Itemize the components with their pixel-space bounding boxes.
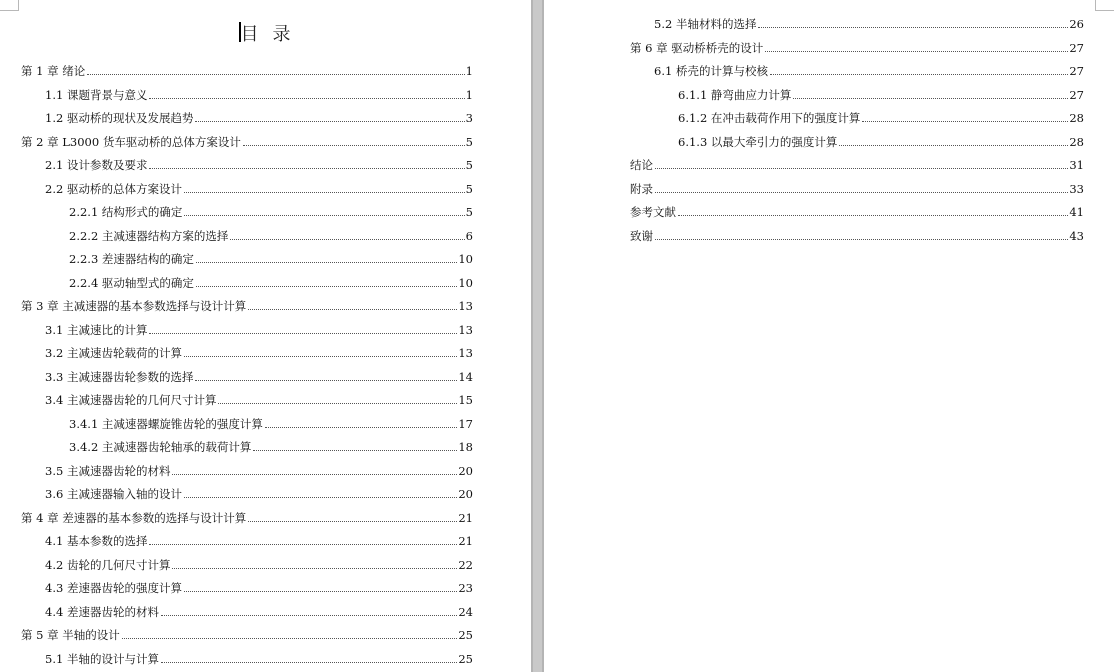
toc-entry-page-number: 41 xyxy=(1069,205,1084,219)
toc-entry-page-number: 10 xyxy=(458,252,473,266)
toc-entry-title: 2.2.2 主减速器结构方案的选择 xyxy=(69,228,229,243)
toc-entry[interactable] xyxy=(45,389,473,407)
toc-entry-title: 3.6 主减速器输入轴的设计 xyxy=(45,487,182,501)
toc-entry-page-number: 5 xyxy=(465,158,473,172)
toc-entry[interactable] xyxy=(654,60,1084,78)
toc-entry[interactable] xyxy=(21,295,473,313)
toc-entry[interactable] xyxy=(630,154,1084,172)
toc-entry[interactable] xyxy=(678,107,1084,125)
toc-entry-title: 2.2.3 差速器结构的确定 xyxy=(69,252,194,266)
toc-leader-dots xyxy=(172,568,457,569)
toc-entry-title: 致谢 xyxy=(630,228,653,243)
toc-entry-title: 2.2 驱动桥的总体方案设计 xyxy=(45,181,182,196)
toc-entry[interactable] xyxy=(45,483,473,501)
toc-entry-page-number: 14 xyxy=(458,369,473,384)
toc-entry[interactable] xyxy=(630,37,1084,55)
toc-entry-title: 4.1 基本参数的选择 xyxy=(45,534,148,548)
toc-entry-page-number: 5 xyxy=(465,181,473,196)
toc-leader-dots xyxy=(195,380,457,381)
toc-entry-title: 1.1 课题背景与意义 xyxy=(45,87,148,102)
toc-entry-page-number: 22 xyxy=(458,557,473,572)
toc-entry-title: 6.1.1 静弯曲应力计算 xyxy=(678,87,792,102)
toc-entry-title: 结论 xyxy=(630,158,653,172)
toc-entry-title: 第 3 章 主减速器的基本参数选择与设计计算 xyxy=(21,299,247,313)
toc-entry[interactable] xyxy=(678,84,1084,102)
page-corner-marker xyxy=(0,0,19,11)
toc-entry-title: 3.2 主减速齿轮载荷的计算 xyxy=(45,346,182,360)
toc-entry[interactable] xyxy=(45,648,473,666)
toc-leader-dots xyxy=(122,638,458,639)
toc-entry-page-number: 26 xyxy=(1069,17,1084,31)
toc-entry[interactable] xyxy=(45,154,473,172)
toc-entry-page-number: 27 xyxy=(1069,87,1084,102)
toc-entry-title: 3.4.1 主减速器螺旋锥齿轮的强度计算 xyxy=(69,416,263,431)
toc-entry-title: 3.4 主减速器齿轮的几何尺寸计算 xyxy=(45,393,217,407)
toc-entry-title: 2.2.1 结构形式的确定 xyxy=(69,205,183,219)
toc-entry-page-number: 21 xyxy=(458,510,473,525)
toc-entry-title: 参考文献 xyxy=(630,205,676,219)
toc-leader-dots xyxy=(765,51,1068,52)
toc-entry[interactable] xyxy=(45,107,473,125)
toc-entry-title: 2.1 设计参数及要求 xyxy=(45,158,148,172)
toc-leader-dots xyxy=(161,615,457,616)
toc-entry[interactable] xyxy=(45,554,473,572)
toc-leader-dots xyxy=(87,74,464,75)
page-gap-shadow xyxy=(531,0,533,672)
toc-entry[interactable] xyxy=(69,272,473,290)
toc-entry[interactable] xyxy=(69,248,473,266)
toc-entry-page-number: 17 xyxy=(458,416,473,431)
toc-leader-dots xyxy=(149,544,457,545)
toc-entry[interactable] xyxy=(45,460,473,478)
toc-entry[interactable] xyxy=(45,84,473,102)
toc-entry-page-number: 21 xyxy=(458,534,473,548)
document-page-left xyxy=(0,0,531,672)
toc-entry[interactable] xyxy=(45,530,473,548)
toc-entry[interactable] xyxy=(45,342,473,360)
toc-entry-page-number: 20 xyxy=(458,463,473,478)
toc-leader-dots xyxy=(195,121,464,122)
toc-entry-page-number: 13 xyxy=(458,322,473,337)
toc-entry-title: 3.4.2 主减速器齿轮轴承的载荷计算 xyxy=(69,440,252,454)
toc-entry-title: 6.1.2 在冲击载荷作用下的强度计算 xyxy=(678,111,861,125)
toc-entry-title: 第 1 章 绪论 xyxy=(21,64,86,78)
toc-leader-dots xyxy=(265,427,457,428)
toc-entry[interactable] xyxy=(45,178,473,196)
toc-leader-dots xyxy=(184,497,457,498)
toc-entry-title: 3.5 主减速器齿轮的材料 xyxy=(45,463,171,478)
toc-leader-dots xyxy=(230,239,464,240)
toc-entry[interactable] xyxy=(45,601,473,619)
toc-entry-page-number: 5 xyxy=(465,205,473,219)
toc-leader-dots xyxy=(758,27,1068,28)
toc-entry[interactable] xyxy=(69,201,473,219)
toc-entry-page-number: 5 xyxy=(465,134,473,149)
toc-leader-dots xyxy=(184,192,465,193)
toc-entry[interactable] xyxy=(69,413,473,431)
toc-entry-title: 5.2 半轴材料的选择 xyxy=(654,17,757,31)
toc-leader-dots xyxy=(243,145,465,146)
toc-leader-dots xyxy=(678,215,1068,216)
toc-entry-title: 6.1.3 以最大牵引力的强度计算 xyxy=(678,134,838,149)
toc-entry-title: 第 2 章 L3000 货车驱动桥的总体方案设计 xyxy=(21,134,241,149)
toc-entry-title: 第 5 章 半轴的设计 xyxy=(21,628,120,642)
toc-leader-dots xyxy=(655,168,1068,169)
toc-entry-page-number: 25 xyxy=(458,651,473,666)
toc-leader-dots xyxy=(184,591,457,592)
toc-entry-page-number: 10 xyxy=(458,275,473,290)
toc-entry-page-number: 20 xyxy=(458,487,473,501)
toc-entry-page-number: 31 xyxy=(1069,158,1084,172)
toc-leader-dots xyxy=(655,192,1068,193)
toc-entry-title: 4.2 齿轮的几何尺寸计算 xyxy=(45,557,171,572)
toc-entry-title: 3.3 主减速器齿轮参数的选择 xyxy=(45,369,194,384)
toc-entry[interactable] xyxy=(630,201,1084,219)
toc-entry[interactable] xyxy=(654,13,1084,31)
toc-entry[interactable] xyxy=(630,178,1084,196)
toc-leader-dots xyxy=(196,262,457,263)
toc-entry-page-number: 1 xyxy=(465,64,473,78)
toc-entry[interactable] xyxy=(69,436,473,454)
toc-entry-page-number: 27 xyxy=(1069,40,1084,55)
toc-entry[interactable] xyxy=(69,225,473,243)
toc-leader-dots xyxy=(655,239,1068,240)
toc-leader-dots xyxy=(218,403,457,404)
toc-leader-dots xyxy=(172,474,457,475)
document-page-right xyxy=(544,0,1114,672)
toc-entry-title: 附录 xyxy=(630,181,653,196)
toc-entry-title: 第 4 章 差速器的基本参数的选择与设计计算 xyxy=(21,510,247,525)
toc-entry-title: 2.2.4 驱动轴型式的确定 xyxy=(69,275,194,290)
toc-leader-dots xyxy=(149,168,464,169)
toc-leader-dots xyxy=(184,356,457,357)
toc-leader-dots xyxy=(149,333,457,334)
toc-entry-page-number: 18 xyxy=(458,440,473,454)
toc-entry-title: 5.1 半轴的设计与计算 xyxy=(45,651,159,666)
toc-entry-page-number: 13 xyxy=(458,346,473,360)
toc-leader-dots xyxy=(248,521,457,522)
toc-entry-page-number: 3 xyxy=(465,111,473,125)
toc-title: 目录 xyxy=(240,24,305,45)
toc-entry-page-number: 25 xyxy=(458,628,473,642)
toc-entry-page-number: 23 xyxy=(458,581,473,595)
toc-entry[interactable] xyxy=(21,624,473,642)
toc-entry-title: 4.4 差速器齿轮的材料 xyxy=(45,604,159,619)
toc-entry-page-number: 33 xyxy=(1069,181,1084,196)
toc-entry[interactable] xyxy=(45,366,473,384)
toc-entry[interactable] xyxy=(21,507,473,525)
toc-entry[interactable] xyxy=(21,131,473,149)
toc-entry-page-number: 6 xyxy=(465,228,473,243)
toc-entry[interactable] xyxy=(21,60,473,78)
toc-entry-title: 6.1 桥壳的计算与校核 xyxy=(654,64,768,78)
page-corner-marker xyxy=(1095,0,1114,11)
toc-leader-dots xyxy=(253,450,457,451)
toc-entry-page-number: 28 xyxy=(1069,111,1084,125)
toc-entry[interactable] xyxy=(45,577,473,595)
toc-leader-dots xyxy=(770,74,1068,75)
toc-leader-dots xyxy=(149,98,464,99)
page-gap xyxy=(531,0,544,672)
toc-entry-page-number: 15 xyxy=(458,393,473,407)
toc-leader-dots xyxy=(161,662,457,663)
text-cursor xyxy=(239,22,241,42)
toc-entry[interactable] xyxy=(678,131,1084,149)
toc-leader-dots xyxy=(793,98,1068,99)
toc-leader-dots xyxy=(839,145,1068,146)
toc-entry-title: 第 6 章 驱动桥桥壳的设计 xyxy=(630,40,764,55)
toc-entry-page-number: 1 xyxy=(465,87,473,102)
toc-entry-page-number: 13 xyxy=(458,299,473,313)
toc-leader-dots xyxy=(196,286,457,287)
toc-entry[interactable] xyxy=(45,319,473,337)
toc-entry-title: 4.3 差速器齿轮的强度计算 xyxy=(45,581,182,595)
toc-entry-page-number: 28 xyxy=(1069,134,1084,149)
toc-entry-page-number: 43 xyxy=(1069,228,1084,243)
toc-entry-title: 1.2 驱动桥的现状及发展趋势 xyxy=(45,111,194,125)
toc-entry-title: 3.1 主减速比的计算 xyxy=(45,322,148,337)
toc-entry[interactable] xyxy=(630,225,1084,243)
toc-entry-page-number: 24 xyxy=(458,604,473,619)
toc-entry-page-number: 27 xyxy=(1069,64,1084,78)
toc-leader-dots xyxy=(184,215,464,216)
toc-leader-dots xyxy=(248,309,457,310)
toc-leader-dots xyxy=(862,121,1068,122)
